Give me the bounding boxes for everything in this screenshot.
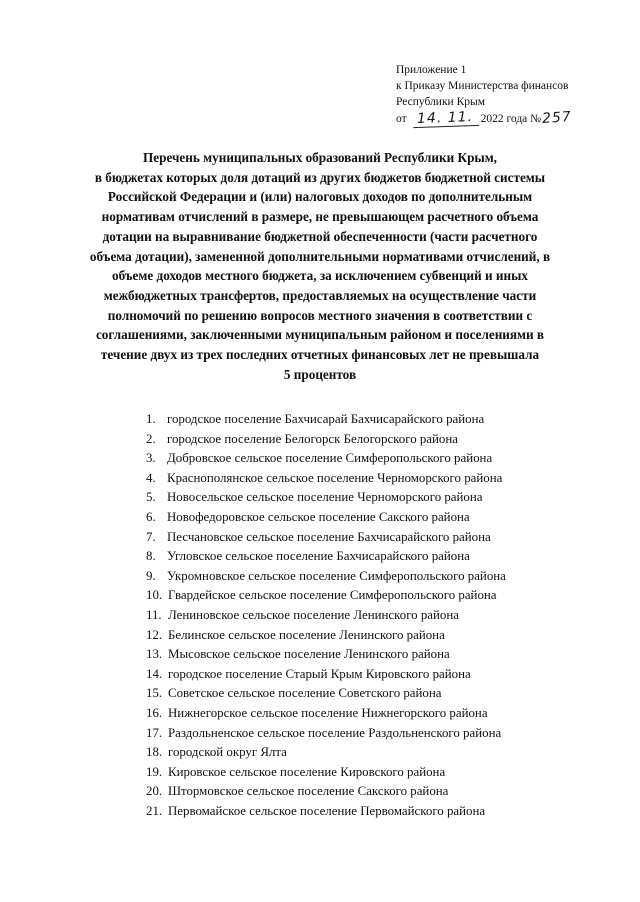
item-text: Советское сельское поселение Советского района — [168, 686, 442, 701]
list-item — [146, 488, 616, 508]
item-text: Новосельское сельское поселение Черноморского района — [167, 490, 483, 505]
item-text: Добровское сельское поселение Симферопольского района — [167, 451, 493, 466]
item-number: 13. — [146, 647, 163, 662]
item-number: 20. — [146, 784, 163, 799]
list-item — [146, 665, 616, 685]
year-text: 2022 года № — [480, 113, 542, 125]
item-text: Краснополянское сельское поселение Черноморского района — [167, 470, 503, 485]
item-number: 7. — [146, 529, 156, 544]
item-text: городское поселение Белогорск Белогорского района — [167, 431, 458, 446]
item-text: Песчановское сельское поселение Бахчисарайского района — [167, 529, 491, 544]
item-text: Первомайское сельское поселение Первомайского района — [168, 803, 486, 818]
item-number: 15. — [146, 686, 163, 701]
item-number: 14. — [146, 666, 163, 681]
item-text: Белинское сельское поселение Ленинского района — [168, 627, 445, 642]
list-item — [146, 743, 616, 763]
from-label: от — [396, 113, 407, 125]
municipality-list — [146, 410, 616, 821]
item-text: Кировское сельское поселение Кировского района — [168, 764, 446, 779]
title-line: течение двух из трех последних отчетных финансовых лет не превышала — [100, 347, 540, 363]
item-text: Гвардейское сельское поселение Симферопольского района — [168, 588, 497, 603]
item-number: 18. — [146, 745, 163, 760]
list-item — [146, 626, 616, 646]
appendix-header — [396, 62, 616, 127]
appendix-line-2: к Приказу Министерства финансов — [396, 80, 569, 92]
list-item — [146, 567, 616, 587]
list-item — [146, 430, 616, 450]
item-text: городское поселение Бахчисарай Бахчисарайского района — [167, 412, 485, 426]
appendix-date-line — [396, 110, 616, 127]
title-line: нормативам отчислений в размере, не превышающем расчетного объема — [101, 209, 539, 225]
item-number: 5. — [146, 490, 156, 505]
item-text: Угловское сельское поселение Бахчисарайского района — [167, 549, 470, 564]
title-line: дотации на выравнивание бюджетной обеспеченности (части расчетного — [102, 228, 538, 244]
list-item — [146, 704, 616, 724]
item-number: 16. — [146, 705, 163, 720]
item-number: 4. — [146, 470, 156, 485]
document-title — [40, 148, 600, 384]
item-text: Нижнегорское сельское поселение Нижнегорского района — [168, 705, 488, 720]
title-line: объеме доходов местного бюджета, за исключением субвенций и иных — [111, 268, 529, 284]
list-item — [146, 508, 616, 528]
item-text: Мысовское сельское поселение Ленинского района — [168, 647, 450, 662]
item-text: Укромновское сельское поселение Симферопольского района — [167, 568, 506, 583]
title-line: Перечень муниципальных образований Республики Крым, — [143, 150, 497, 165]
item-number: 8. — [146, 549, 156, 564]
list-item — [146, 606, 616, 626]
list-item — [146, 469, 616, 489]
item-text: Штормовское сельское поселение Сакского района — [168, 784, 449, 799]
title-line: 5 процентов — [283, 366, 357, 382]
title-line: объема дотации), замененной дополнительными нормативами отчислений, в — [89, 248, 551, 264]
appendix-line-1: Приложение 1 — [396, 64, 467, 76]
list-item — [146, 645, 616, 665]
item-number: 9. — [146, 568, 156, 583]
list-item — [146, 802, 616, 822]
list-item — [146, 684, 616, 704]
title-line: межбюджетных трансфертов, предоставляемых на осуществление части — [103, 287, 537, 303]
item-number: 3. — [146, 451, 156, 466]
item-text: Новофедоровское сельское поселение Сакского района — [167, 509, 470, 524]
item-number: 19. — [146, 764, 163, 779]
list-item — [146, 547, 616, 567]
title-line: в бюджетах которых доля дотаций из других бюджетов бюджетной системы — [94, 169, 546, 185]
title-line: полномочий по решению вопросов местного значения в соответствии с — [107, 307, 533, 323]
list-item — [146, 763, 616, 783]
item-number: 1. — [146, 412, 156, 426]
item-number: 6. — [146, 509, 156, 524]
handwritten-date: 14. 11. — [412, 109, 479, 128]
item-number: 17. — [146, 725, 163, 740]
list-item — [146, 782, 616, 802]
item-number: 11. — [146, 607, 162, 622]
appendix-line-3: Республики Крым — [396, 96, 485, 108]
item-text: городское поселение Старый Крым Кировского района — [168, 666, 471, 681]
handwritten-order-number: 257 — [541, 108, 573, 128]
list-item — [146, 724, 616, 744]
item-number: 10. — [146, 588, 163, 603]
item-number: 21. — [146, 803, 163, 818]
title-line: Российской Федерации и (или) налоговых доходов по дополнительным — [107, 189, 533, 205]
list-item — [146, 586, 616, 606]
list-item — [146, 449, 616, 469]
list-item — [146, 410, 616, 430]
item-number: 12. — [146, 627, 163, 642]
title-line: соглашениями, заключенными муниципальным районом и поселениями в — [95, 327, 545, 343]
item-text: Лениновское сельское поселение Ленинского района — [168, 607, 459, 622]
item-number: 2. — [146, 431, 156, 446]
list-item — [146, 528, 616, 548]
item-text: Раздольненское сельское поселение Раздольненского района — [168, 725, 502, 740]
item-text: городской округ Ялта — [168, 745, 287, 760]
